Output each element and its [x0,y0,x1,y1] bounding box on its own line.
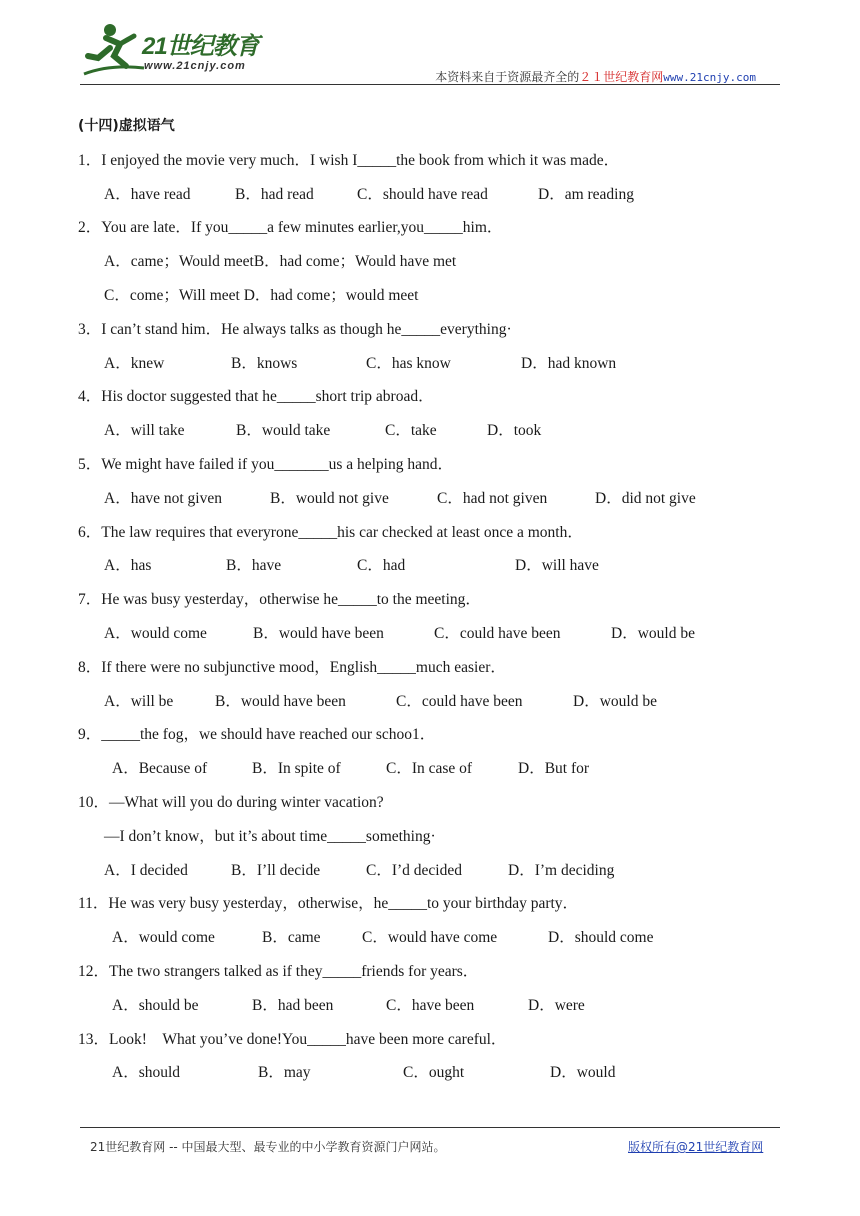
option: A．Because of [112,760,208,778]
option: D．had known [521,354,617,372]
option: B．would have been [215,692,346,710]
option: D．did not give [595,489,696,507]
footer-text: 21世纪教育网 -- 中国最大型、最专业的中小学教育资源门户网站。 [90,1140,446,1154]
options-6 [78,549,778,583]
option: B．had been [252,996,334,1014]
option: B．would have been [253,624,384,642]
logo-url: www.21cnjy.com [144,60,246,72]
question-12: 12．The two strangers talked as if they_____friends for years． [78,962,479,980]
question-10: 10．—What will you do during winter vacation? [78,793,384,811]
header-note-prefix: 本资料来自于资源最齐全的 [435,70,580,84]
question-6: 6．The law requires that everyrone_____his car checked at least once a month． [78,523,583,541]
option: A．would come [112,929,215,947]
options-2b: C．come；Will meet D．had come；would meet [104,286,419,304]
footer-divider [80,1127,780,1128]
option: D．would be [611,624,695,642]
option: C．In case of [386,760,473,778]
options-7 [78,617,778,651]
question-5: 5．We might have failed if you_______us a helping hand． [78,455,453,473]
page-header [80,18,780,86]
option: D．am reading [538,185,634,203]
option: A．have read [104,185,191,203]
option: A．I decided [104,861,188,879]
option: D．took [487,422,542,440]
option: C．could have been [434,624,561,642]
option: D．I’m deciding [508,861,615,879]
option: C．should have read [357,185,488,203]
question-2: 2．You are late．If you_____a few minutes earlier,you_____him． [78,219,503,237]
document-body [78,110,778,1090]
option: C．had not given [437,489,548,507]
option: B．In spite of [252,760,341,778]
option: C．would have come [362,929,498,947]
question-1: 1．I enjoyed the movie very much．I wish I_____the book from which it was made． [78,151,620,169]
question-9: 9．_____the fog，we should have reached our schoo1． [78,726,436,744]
option: A．knew [104,354,165,372]
option: C．I’d decided [366,861,462,879]
options-5 [78,482,778,516]
option: D．will have [515,557,599,575]
option: D．would be [573,692,657,710]
option: C．could have been [396,692,523,710]
option: D．would [550,1064,616,1082]
options-10 [78,854,778,888]
option: B．may [258,1064,311,1082]
option: D．But for [518,760,590,778]
option: A．will take [104,422,185,440]
options-4 [78,414,778,448]
header-note-site[interactable]: ２１世纪教育网 [579,70,664,84]
runner-logo-icon [80,18,150,82]
question-7: 7．He was busy yesterday，otherwise he_____to the meeting． [78,591,481,609]
header-note-url[interactable]: www.21cnjy.com [663,71,756,84]
option: C．has know [366,354,451,372]
question-8: 8．If there were no subjunctive mood，English_____much easier． [78,658,506,676]
header-note [435,68,756,85]
site-logo [80,18,290,82]
option: A．should [112,1064,181,1082]
option: B．would not give [270,489,389,507]
options-3 [78,347,778,381]
option: B．knows [231,354,298,372]
option: A．should be [112,996,199,1014]
option: C．take [385,422,437,440]
option: D．should come [548,929,654,947]
options-12 [78,989,778,1023]
options-1 [78,178,778,212]
copyright-link[interactable]: 版权所有@21世纪教育网 [628,1140,764,1154]
logo-text: 21世纪教育 [142,33,259,60]
option: C．had [357,557,406,575]
option: A．would come [104,624,207,642]
options-13 [78,1056,778,1090]
option: B．have [226,557,282,575]
question-4: 4．His doctor suggested that he_____short trip abroad． [78,388,434,406]
options-8 [78,685,778,719]
question-10-reply: —I don’t know，but it’s about time_____something· [104,827,436,845]
question-3: 3．I can’t stand him．He always talks as though he_____everything· [78,320,512,338]
question-11: 11．He was very busy yesterday，otherwise，he_____to your birthday party． [78,895,579,913]
option: C．have been [386,996,475,1014]
section-title: (十四)虚拟语气 [78,118,175,134]
option: D．were [528,996,585,1014]
option: B．would take [236,422,331,440]
option: A．have not given [104,489,222,507]
option: A．will be [104,692,174,710]
question-13: 13．Look! What you’ve done!You_____have been more careful． [78,1030,507,1048]
option: B．had read [235,185,314,203]
options-9 [78,752,778,786]
options-2a: A．came；Would meetB．had come；Would have met [104,253,457,271]
options-11 [78,921,778,955]
option: C．ought [403,1064,465,1082]
option: B．I’ll decide [231,861,321,879]
header-divider [80,84,780,85]
option: B．came [262,929,321,947]
option: A．has [104,557,152,575]
